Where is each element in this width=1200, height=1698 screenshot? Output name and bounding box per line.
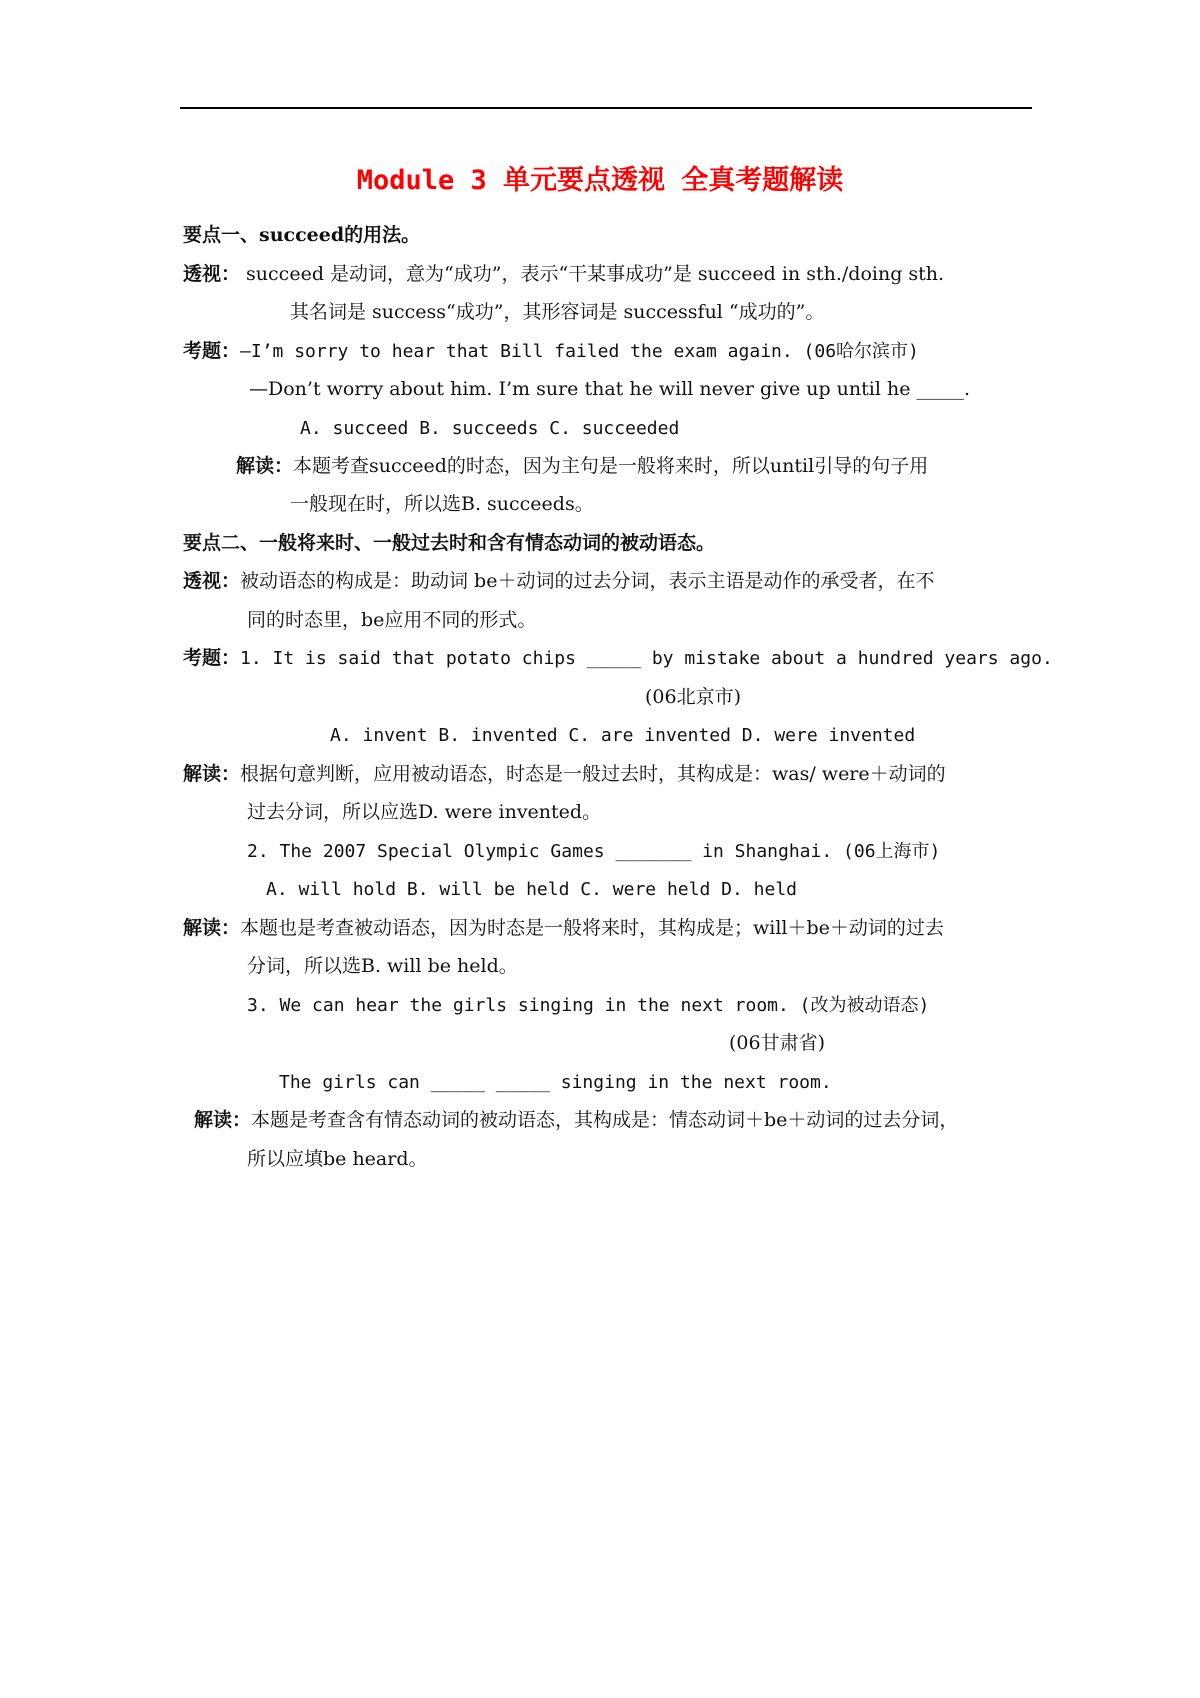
title-module: Module 3 (356, 165, 487, 196)
point1-jiedu-line2: 一般现在时，所以选B. succeeds。 (290, 493, 594, 515)
point2-jiedu1 (183, 762, 946, 786)
point2-kaoti-label: 考题： (183, 647, 241, 669)
point2-jiedu2 (183, 916, 944, 940)
point1-jiedu-label: 解读： (236, 455, 294, 477)
point2-q3-blank-text: The girls can _____ _____ singing in the next room. (279, 1072, 832, 1093)
point1-toushi-label: 透视： (183, 263, 241, 285)
point2-jiedu1-line2: 过去分词，所以应选D. were invented。 (247, 801, 602, 823)
point1-toushi-line2: 其名词是 success“成功”，其形容词是 successful “成功的”。 (290, 301, 825, 323)
point2-q2-options-text: A. will hold B. will be held C. were held D. held (266, 879, 798, 900)
point2-q2-line (247, 839, 940, 864)
page-title (0, 158, 1200, 197)
point1-question-line1 (183, 339, 919, 364)
point2-jiedu2-text: 本题也是考查被动语态，因为时态是一般将来时，其构成是；will＋be＋动词的过去 (240, 917, 944, 939)
point2-q1-text: 1. It is said that potato chips _____ by mistake about a hundred years ago. (240, 648, 1053, 669)
point2-jiedu3-label: 解读： (194, 1109, 252, 1131)
point1-options (300, 416, 679, 441)
header-rule (180, 107, 1032, 109)
point2-jiedu1-text: 根据句意判断，应用被动语态，时态是一般过去时，其构成是：was/ were＋动词的 (240, 763, 946, 785)
point1-toushi (183, 262, 944, 286)
point2-q3-source: (06甘肃省) (729, 1032, 826, 1054)
title-chinese: 单元要点透视 全真考题解读 (503, 165, 844, 196)
point2-q3-blank-line (279, 1070, 832, 1095)
point2-q3-line (247, 993, 929, 1018)
point2-jiedu-label: 解读： (183, 763, 241, 785)
point1-question-line2: —Don’t worry about him. I’m sure that he will never give up until he _____. (249, 378, 971, 400)
point2-heading: 要点二、一般将来时、一般过去时和含有情态动词的被动语态。 (183, 532, 716, 554)
point2-jiedu3-line2: 所以应填be heard。 (247, 1148, 428, 1170)
point1-question-text: —I’m sorry to hear that Bill failed the exam again. (06哈尔滨市) (240, 341, 919, 362)
point1-kaoti-label: 考题： (183, 340, 241, 362)
point2-toushi (183, 569, 934, 593)
point2-jiedu3-text: 本题是考查含有情态动词的被动语态，其构成是：情态动词＋be＋动词的过去分词， (251, 1109, 959, 1131)
point1-options-text: A. succeed B. succeeds C. succeeded (300, 418, 680, 439)
point2-toushi-label: 透视： (183, 570, 241, 592)
point2-q1-source: (06北京市) (645, 686, 742, 708)
point1-jiedu-text: 本题考查succeed的时态，因为主句是一般将来时，所以until引导的句子用 (293, 455, 929, 477)
point1-toushi-text: succeed 是动词，意为“成功”，表示“干某事成功”是 succeed in sth./doing sth. (240, 263, 945, 285)
point2-toushi-text: 被动语态的构成是：助动词 be＋动词的过去分词，表示主语是动作的承受者，在不 (240, 570, 935, 592)
point2-jiedu2-line2: 分词，所以选B. will be held。 (247, 955, 518, 977)
point2-jiedu3 (194, 1108, 958, 1132)
point1-jiedu (236, 454, 928, 478)
point2-toushi-line2: 同的时态里，be应用不同的形式。 (247, 609, 537, 631)
point2-jiedu2-label: 解读： (183, 917, 241, 939)
point2-q2-text: 2. The 2007 Special Olympic Games _______ in Shanghai. (06上海市) (247, 841, 941, 862)
point2-q2-options (266, 877, 797, 902)
point1-heading: 要点一、succeed的用法。 (183, 224, 421, 246)
point2-q1-options-text: A. invent B. invented C. are invented D. were invented (330, 725, 916, 746)
point2-q1-line (183, 646, 1053, 671)
point2-q3-text: 3. We can hear the girls singing in the next room. (改为被动语态) (247, 995, 930, 1016)
point2-q1-options (330, 723, 915, 748)
